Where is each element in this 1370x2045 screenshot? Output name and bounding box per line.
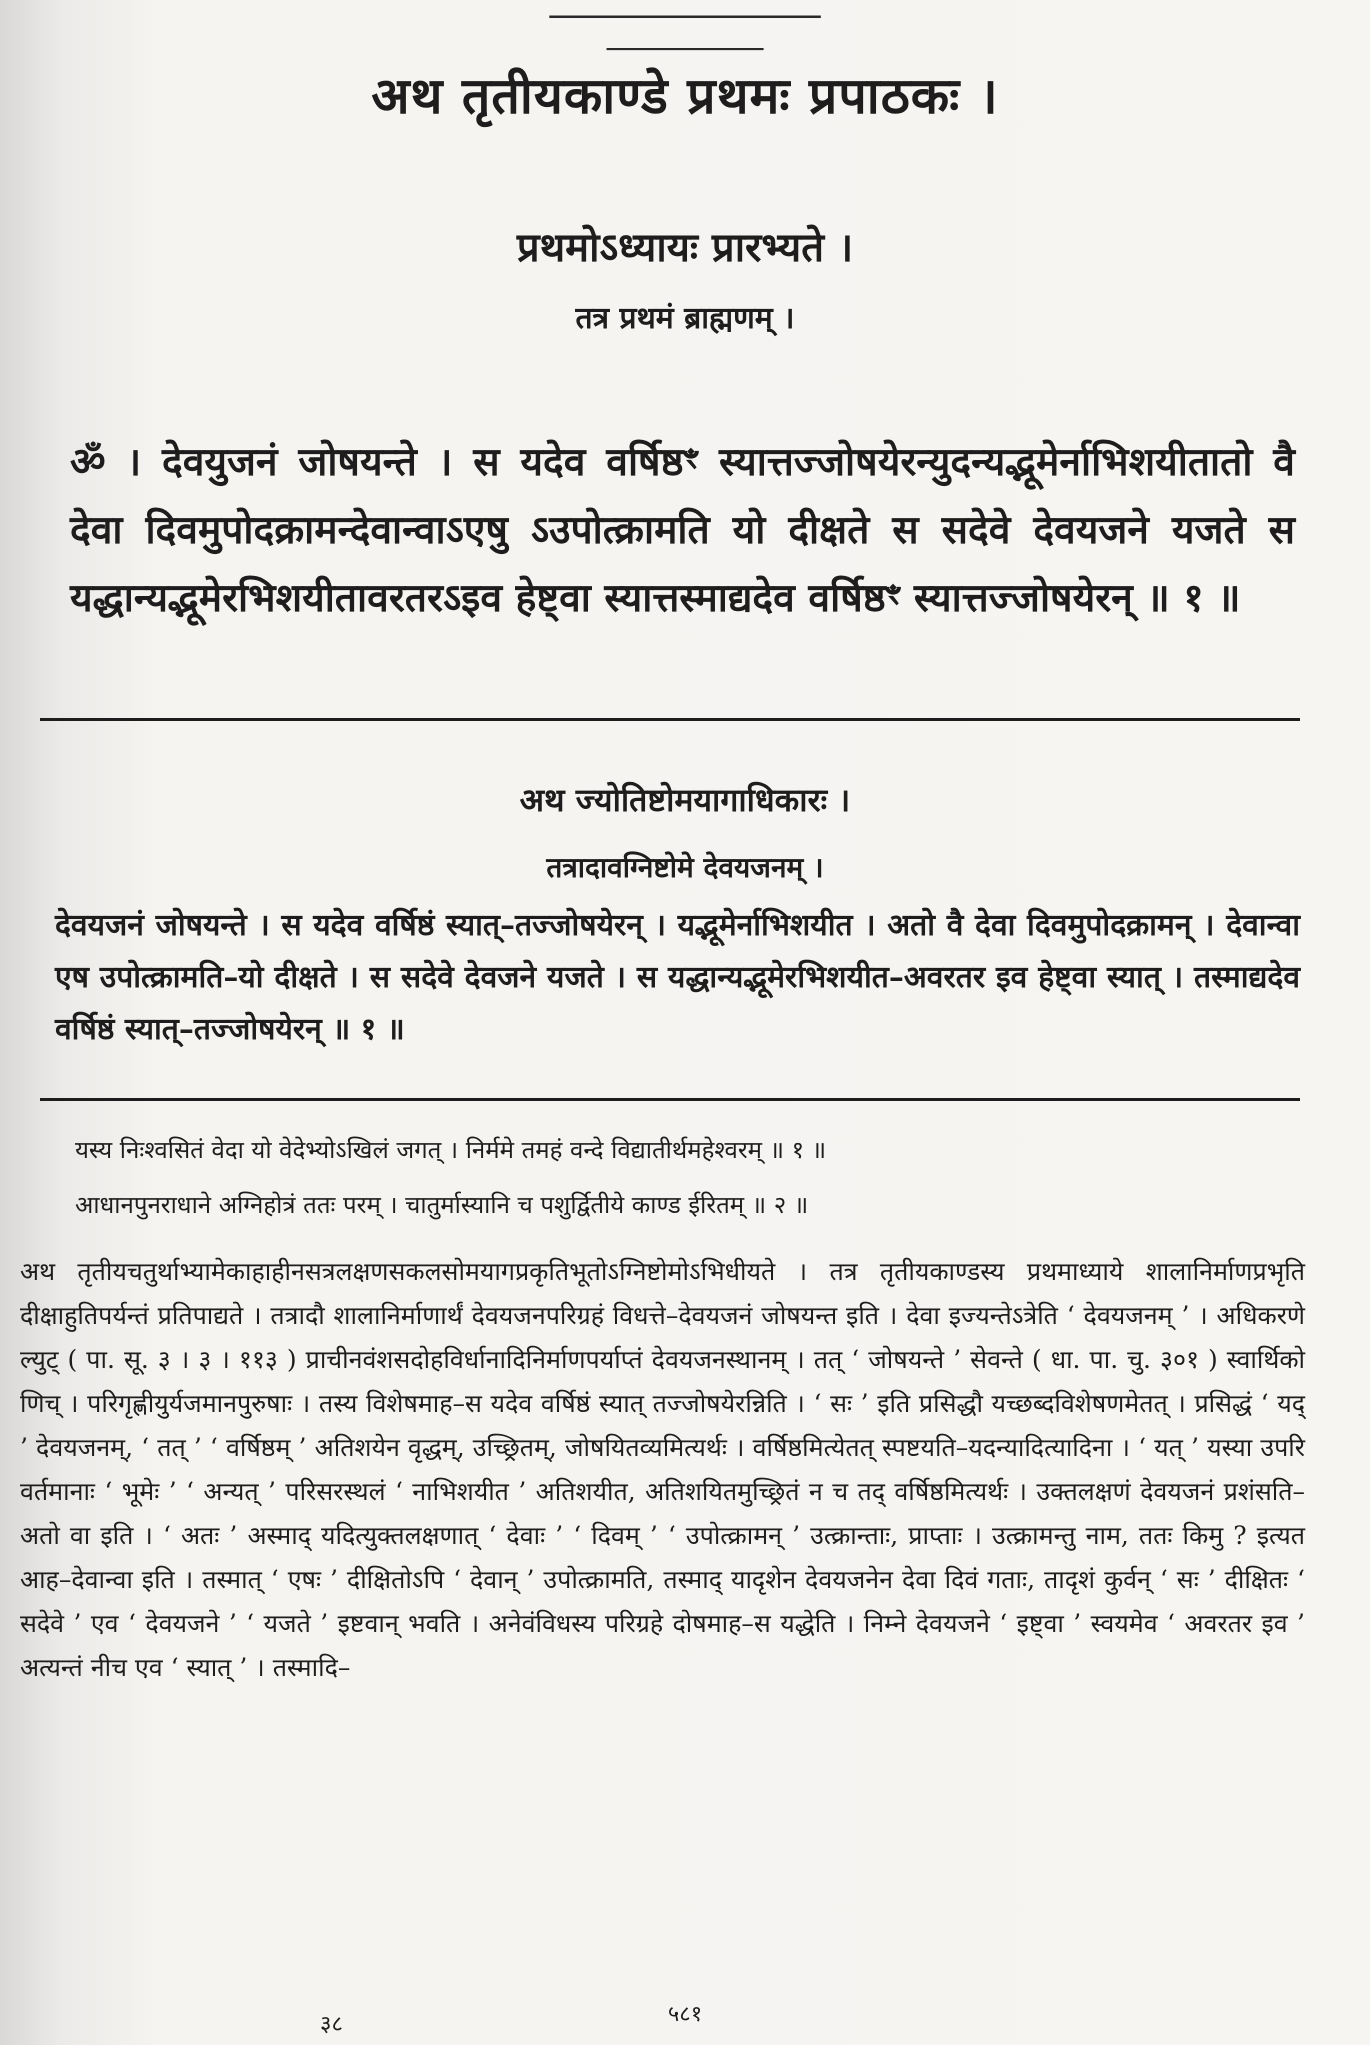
brahmana-heading: तत्र प्रथमं ब्राह्मणम् । <box>575 301 795 336</box>
padapatha-text: देवयजनं जोषयन्ते । स यदेव वर्षिष्ठं स्यात्–तज्जोषयेरन् । यद्भूमेर्नाभिशयीत । अतो वै देवा दिवमुपोदक्रामन् । देवान्वा एष उपोत्क्रामति–यो दीक्षते । स सदेवे देवजने यजते । स यद्धान्यद्भूमेरभिशयीत–अवरतर इव हेष्ट्वा स्यात् । तस्माद्यदेव वर्षिष्ठं स्यात्–तज्जोषयेरन् ॥ १ ॥ <box>55 908 1300 1047</box>
horizontal-rule <box>40 1098 1300 1101</box>
ornament-divider-middle: ────────── <box>606 35 764 65</box>
page-title: अथ तृतीयकाण्डे प्रथमः प्रपाठकः । <box>371 66 999 125</box>
subsection-heading: तत्रादावग्निष्टोमे देवयजनम् । <box>546 851 824 884</box>
commentary-text: अथ तृतीयचतुर्थाभ्यामेकाहाहीनसत्रलक्षणसकलसोमयागप्रकृतिभूतोऽग्निष्टोमोऽभिधीयते । तत्र तृतीयकाण्डस्य प्रथमाध्याये शालानिर्माणप्रभृति दीक्षाहुतिपर्यन्तं प्रतिपाद्यते । तत्रादौ शालानिर्माणार्थं देवयजनपरिग्रहं विधत्ते–देवयजनं जोषयन्त इति । देवा इज्यन्तेऽत्रेति ‘ देवयजनम् ’ । अधिकरणे ल्युट् ( पा. सू. ३ । ३ । ११३ ) प्राचीनवंशसदोहविर्धानादिनिर्माणपर्याप्तं देवयजनस्थानम् । तत् ‘ जोषयन्ते ’ सेवन्ते ( धा. पा. चु. ३०१ ) स्वार्थिको णिच् । परिगृह्णीयुर्यजमानपुरुषाः । तस्य विशेषमाह–स यदेव वर्षिष्ठं स्यात् तज्जोषयेरन्निति । ‘ सः ’ इति प्रसिद्धौ यच्छब्दविशेषणमेतत् । प्रसिद्धं ‘ यद् ’ देवयजनम्, ‘ तत् ’ ‘ वर्षिष्ठम् ’ अतिशयेन वृद्धम्, उच्छ्रितम्, जोषयितव्यमित्यर्थः । वर्षिष्ठमित्येतत् स्पष्टयति–यदन्यादित्यादिना । ‘ यत् ’ यस्या उपरि वर्तमानाः ‘ भूमेः ’ ‘ अन्यत् ’ परिसरस्थलं ‘ नाभिशयीत ’ अतिशयीत, अतिशयितमुच्छ्रितं न च तद् वर्षिष्ठमित्यर्थः । उक्तलक्षणं देवयजनं प्रशंसति–अतो वा इति । ‘ अतः ’ अस्माद् यदित्युक्तलक्षणात् ‘ देवाः ’ ‘ दिवम् ’ ‘ उपोत्क्रामन् ’ उत्क्रान्ताः, प्राप्ताः । उत्क्रामन्तु नाम, ततः किमु ? इत्यत आह–देवान्वा इति । तस्मात् ‘ एषः ’ दीक्षितोऽपि ‘ देवान् ’ उपोत्क्रामति, तस्माद् यादृशेन देवयजनेन देवा दिवं गताः, तादृशं कुर्वन् ‘ सः ’ दीक्षितः ‘ सदेवे ’ एव ‘ देवयजने ’ ‘ यजते ’ इष्टवान् भवति । अनेवंविधस्य परिग्रहे दोषमाह–स यद्धेति । निम्ने देवयजने ‘ इष्ट्वा ’ स्वयमेव ‘ अवरतर इव ’ अत्यन्तं नीच एव ‘ स्यात् ’ । तस्मादि– <box>20 1257 1305 1682</box>
page-number: ५८१ <box>667 2002 703 2027</box>
ornament-divider-top: ─────────────── <box>549 0 821 35</box>
signature-mark: ३८ <box>320 2012 343 2037</box>
adhyaya-heading: प्रथमोऽध्यायः प्रारभ्यते । <box>516 224 854 271</box>
invocation-verse: यस्य निःश्वसितं वेदा यो वेदेभ्योऽखिलं जगत् । निर्ममे तमहं वन्दे विद्यातीर्थमहेश्वरम् ॥ १ ॥ <box>75 1136 827 1164</box>
horizontal-rule <box>40 718 1300 721</box>
invocation-verse: आधानपुनराधाने अग्निहोत्रं ततः परम् । चातुर्मास्यानि च पशुर्द्वितीये काण्ड ईरितम् ॥ २ ॥ <box>75 1191 809 1219</box>
mantra-text: ॐ । देवयुजनं जोषयन्ते । स यदेव वर्षिष्ठꣳ स्यात्तज्जोषयेरन्युदन्यद्भूमेर्नाभिशयीतातो वै देवा दिवमुपोदक्रामन्देवान्वाऽएषु ऽउपोत्क्रामति यो दीक्षते स सदेवे देवयजने यजते स यद्धान्यद्भूमेरभिशयीतावरतरऽइव हेष्ट्वा स्यात्तस्माद्यदेव वर्षिष्ठꣳ स्यात्तज्जोषयेरन् ॥ १ ॥ <box>70 439 1295 621</box>
adhikara-heading: अथ ज्योतिष्टोमयागाधिकारः । <box>519 781 851 819</box>
